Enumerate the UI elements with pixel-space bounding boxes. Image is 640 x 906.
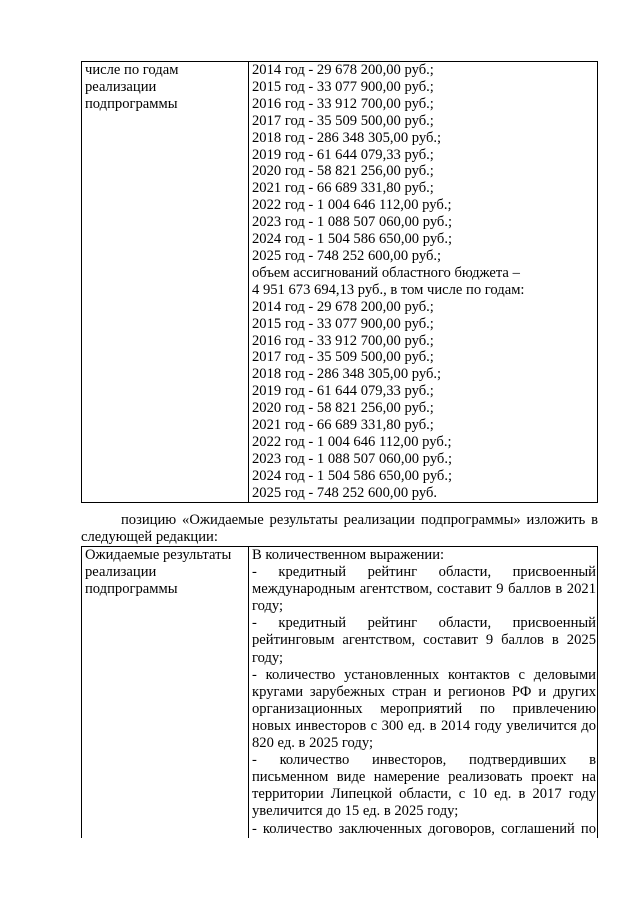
row-label-cell — [82, 62, 249, 503]
row-content-cell — [249, 547, 598, 838]
result-line: году; — [252, 649, 284, 666]
label-line: реализации — [85, 563, 157, 580]
funding-line: 2022 год - 1 004 646 112,00 руб.; — [252, 197, 452, 214]
funding-line: 2017 год - 35 509 500,00 руб.; — [252, 349, 434, 366]
row-content-cell — [249, 62, 598, 503]
funding-line: 2018 год - 286 348 305,00 руб.; — [252, 129, 442, 146]
funding-line: 2019 год - 61 644 079,33 руб.; — [252, 146, 434, 163]
funding-line: 2024 год - 1 504 586 650,00 руб.; — [252, 467, 453, 484]
result-line: новых инвесторов с 300 ед. в 2014 году увеличится до — [252, 717, 596, 734]
table-row — [82, 547, 598, 838]
result-line: В количественном выражении: — [252, 547, 445, 563]
funding-line: 2019 год - 61 644 079,33 руб.; — [252, 383, 434, 400]
funding-table — [81, 61, 598, 503]
label-line: подпрограммы — [85, 95, 178, 112]
result-line: - количество заключенных договоров, соглашений по — [252, 820, 596, 837]
result-line: письменном виде намерение реализовать проект на — [252, 769, 596, 786]
funding-line: 2020 год - 58 821 256,00 руб.; — [252, 163, 434, 180]
result-line: рейтинговым агентством, составит 9 баллов в 2025 — [252, 632, 596, 649]
funding-line: 2023 год - 1 088 507 060,00 руб.; — [252, 450, 453, 467]
result-line: - количество установленных контактов с деловыми — [252, 666, 596, 683]
funding-line: 2023 год - 1 088 507 060,00 руб.; — [252, 214, 453, 231]
label-line: реализации — [85, 78, 157, 95]
result-line: кругами зарубежных стран и регионов РФ и других — [252, 683, 596, 700]
label-line: подпрограммы — [85, 580, 178, 597]
funding-line: 2014 год - 29 678 200,00 руб.; — [252, 298, 434, 315]
result-line: территории Липецкой области, с 10 ед. в 2017 году — [252, 786, 596, 803]
funding-line: 4 951 673 694,13 руб., в том числе по годам: — [252, 281, 525, 298]
funding-line: 2018 год - 286 348 305,00 руб.; — [252, 366, 442, 383]
expected-results-table — [81, 546, 598, 838]
funding-line: 2014 год - 29 678 200,00 руб.; — [252, 62, 434, 78]
row-label-cell — [82, 547, 249, 838]
paragraph-line: следующей редакции: — [81, 529, 218, 545]
instruction-paragraph — [81, 512, 598, 546]
result-line: организационных мероприятий по привлечению — [252, 700, 596, 717]
table-row — [82, 62, 598, 503]
funding-line: 2025 год - 748 252 600,00 руб. — [252, 484, 438, 501]
result-line: международным агентством, составит 9 баллов в 2021 — [252, 581, 596, 598]
result-line: увеличится до 15 ед. в 2025 году; — [252, 803, 459, 820]
result-line: 820 ед. в 2025 году; — [252, 735, 374, 752]
funding-line: 2022 год - 1 004 646 112,00 руб.; — [252, 433, 452, 450]
funding-line: 2016 год - 33 912 700,00 руб.; — [252, 95, 434, 112]
funding-line: 2015 год - 33 077 900,00 руб.; — [252, 78, 434, 95]
funding-line: 2020 год - 58 821 256,00 руб.; — [252, 400, 434, 417]
funding-line: объем ассигнований областного бюджета – — [252, 264, 520, 281]
funding-line: 2021 год - 66 689 331,80 руб.; — [252, 180, 434, 197]
funding-line: 2016 год - 33 912 700,00 руб.; — [252, 332, 434, 349]
funding-line: 2017 год - 35 509 500,00 руб.; — [252, 112, 434, 129]
result-line: - количество инвесторов, подтвердивших в — [252, 752, 596, 769]
funding-line: 2025 год - 748 252 600,00 руб.; — [252, 247, 442, 264]
funding-line: 2024 год - 1 504 586 650,00 руб.; — [252, 231, 453, 248]
result-line: году; — [252, 598, 284, 615]
funding-line: 2021 год - 66 689 331,80 руб.; — [252, 417, 434, 434]
paragraph-line: позицию «Ожидаемые результаты реализации подпрограммы» изложить в — [121, 512, 598, 528]
funding-line: 2015 год - 33 077 900,00 руб.; — [252, 315, 434, 332]
label-line: Ожидаемые результаты — [85, 547, 232, 563]
result-line: - кредитный рейтинг области, присвоенный — [252, 564, 596, 581]
result-line: - кредитный рейтинг области, присвоенный — [252, 615, 596, 632]
label-line: числе по годам — [85, 62, 179, 78]
